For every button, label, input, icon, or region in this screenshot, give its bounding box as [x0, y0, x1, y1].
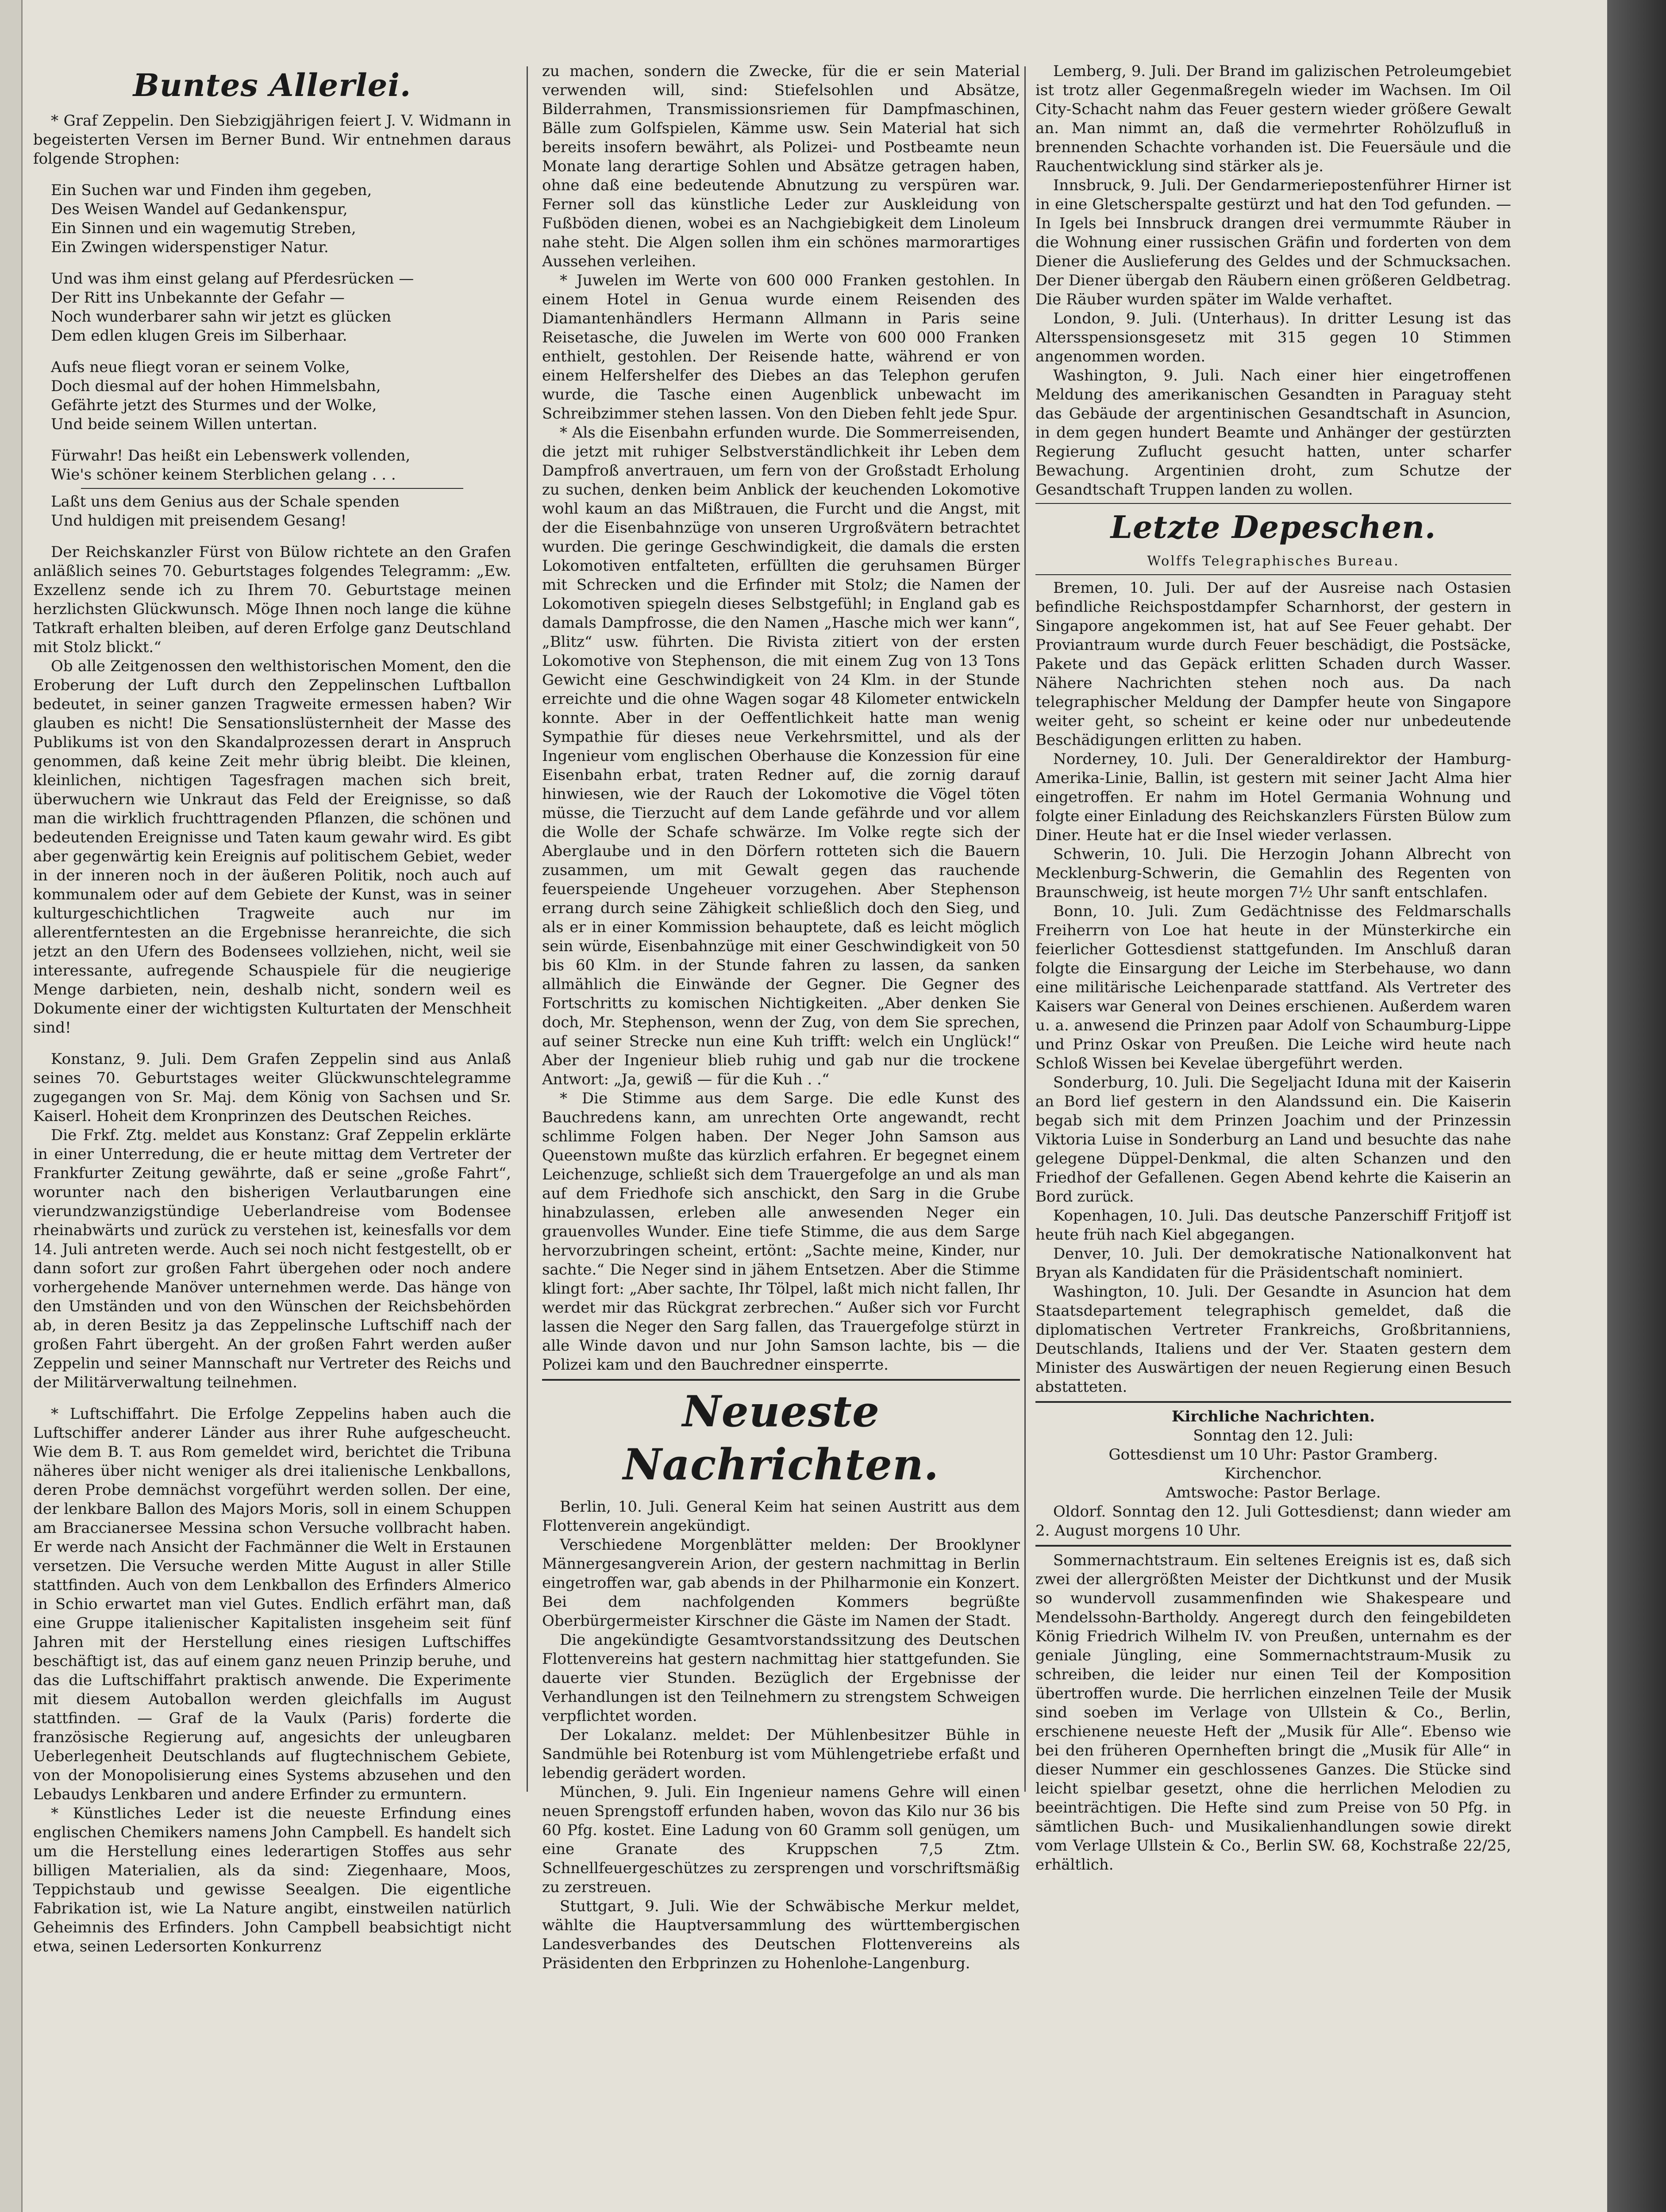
- section-heading-letzte-depeschen: Letzte Depeschen.: [1110, 509, 1436, 545]
- poem-line: Und was ihm einst gelang auf Pferdesrücken —: [51, 270, 414, 288]
- section-heading-buntes-allerlei: Buntes Allerlei.: [133, 67, 412, 104]
- news-london: London, 9. Juli. (Unterhaus). In dritter Lesung ist das Altersspensionsgesetz mit 315 gegen 10 Stimmen angenommen worden.: [1035, 310, 1511, 365]
- article-zeitgenossen: Ob alle Zeitgenossen den welthistorischen Moment, den die Eroberung der Luft durch den Zeppelinschen Luftballon bedeutet, in seiner ganzen Tragweite ermessen haben? Wir glauben es nicht! Die Sensationslüsternheit der Masse des Publikums ist von den Skandalprozessen derart in Anspruch genommen, daß keine Zeit mehr übrig bleibt. Die kleinen, kleinlichen, nichtigen Tagesfragen machen sich breit, überwuchern wie Unkraut das Feld der Ereignisse, so daß man die wirklich fruchttragenden Pflanzen, die schönen und bedeutenden Ereignisse und Taten kaum gewahr wird. Es gibt aber gegenwärtig kein Ereignis auf politischem Gebiet, weder in der inneren noch in der äußeren Politik, noch auch auf kommunalem oder auf dem Gebiete der Kunst, was in seiner kulturgeschichtlichen Tragweite auch nur im allerentferntesten an die Ergebnisse heranreichte, die sich jetzt an den Ufern des Bodensees vollziehen, nicht, weil sie interessante, aufregende Schauspiele für die neugierige Menge darbieten, nein, deshalb nicht, sondern weil es Dokumente einer der wichtigsten Kulturtaten der Menschheit sind!: [33, 657, 511, 1037]
- news-flottenverein: Die angekündigte Gesamtvorstandssitzung des Deutschen Flottenvereins hat gestern nachmittag hier stattgefunden. Sie dauerte vier Stunden. Bezüglich der Ergebnisse der Verhandlungen ist den Teilnehmern zu strengstem Schweigen verpflichtet worden.: [542, 1631, 1020, 1725]
- poem-line: Fürwahr! Das heißt ein Lebenswerk vollenden,: [51, 447, 411, 465]
- dispatch-norderney: Norderney, 10. Juli. Der Generaldirektor der Hamburg-Amerika-Linie, Ballin, ist gestern mit seiner Jacht Alma hier eingetroffen. Er nahm im Hotel Germania Wohnung und folgte einer Einladung des Reichskanzlers Fürsten Bülow zum Diner. Heute hat er die Insel wieder verlassen.: [1035, 750, 1511, 844]
- article-frkf-ztg: Die Frkf. Ztg. meldet aus Konstanz: Graf Zeppelin erklärte in einer Unterredung, die er heute mittag dem Vertreter der Frankfurter Zeitung gewährte, daß er seine „große Fahrt“, worunter nach den bisherigen Verlautbarungen eine vierundzwanzigstündige Ueberlandreise vom Bodensee rheinabwärts und zurück zu verstehen ist, keinesfalls vor dem 14. Juli antreten werde. Auch sei noch nicht festgestellt, ob er dann sofort zur großen Fahrt übergehen oder noch andere vorhergehende Manöver unternehmen werde. Das hänge von den Umständen und von den Wünschen der Reichsbehörden ab, in deren Besitz ja das Zeppelinsche Luftschiff nach der großen Fahrt übergeht. An der großen Fahrt werden außer Zeppelin und seiner Mannschaft nur Vertreter des Reichs und der Militärverwaltung teilnehmen.: [33, 1126, 511, 1391]
- column-2: [542, 62, 1020, 2212]
- article-eisenbahn: * Als die Eisenbahn erfunden wurde. Die Sommerreisenden, die jetzt mit ruhiger Selbstverständlichkeit ihr Leben dem Dampfroß anvertrauen, um fern von der Großstadt Erholung zu suchen, denken beim Anblick der keuchenden Lokomotive wohl kaum an das Mißtrauen, die Furcht und die Angst, mit der die Eisenbahnzüge von unseren Urgroßvätern betrachtet wurden. Die geringe Geschwindigkeit, die damals die ersten Lokomotiven entfalteten, erfüllten die geruhsamen Bürger mit Schrecken und die Erfinder mit Stolz; die Namen der Lokomotiven spiegeln dieses Selbstgefühl; in England gab es damals Dampfrosse, die den Namen „Hasche mich wer kann“, „Blitz“ usw. führten. Die Rivista zitiert von der ersten Lokomotive von Stephenson, die mit einem Zug von 13 Tons Gewicht eine Geschwindigkeit von 24 Klm. in der Stunde erreichte und die ohne Wagen sogar 48 Kilometer entwickeln konnte. Aber in der Oeffentlichkeit hatte man wenig Sympathie für dieses neue Verkehrsmittel, und als der Ingenieur vom englischen Oberhause die Konzession für eine Eisenbahn erbat, traten Redner auf, die zornig darauf hinwiesen, wie der Rauch der Lokomotive die Vögel töten müsse, die Tierzucht auf dem Lande gefährde und vor allem die Wolle der Schafe schwärze. Im Volke regte sich der Aberglaube und in den Dörfern rotteten sich die Bauern zusammen, um mit Gewalt gegen das rauchende feuerspeiende Ungeheuer vorzugehen. Aber Stephenson errang durch seine Zähigkeit schließlich doch den Sieg, und als er in einer Kommission behauptete, daß es leicht möglich sein würde, Eisenbahnzüge mit einer Geschwindigkeit von 50 bis 60 Klm. in der Stunde fahren zu lassen, da sanken allmählich die Einwände der Gegner. Die Gegner des Fortschritts zu komischen Nichtigkeiten. „Aber denken Sie doch, Mr. Stephenson, wenn der Zug, von dem Sie sprechen, auf seiner Strecke nun eine Kuh trifft: welch ein Unglück!“ Aber der Ingenieur blieb ruhig und gab nur die trockene Antwort: „Ja, gewiß — für die Kuh . .“: [542, 424, 1020, 1088]
- poem-line: Ein Zwingen widerspenstiger Natur.: [51, 238, 329, 256]
- poem-line: Dem edlen klugen Greis im Silberhaar.: [51, 327, 347, 345]
- column-1: [33, 62, 511, 2212]
- dispatch-kopenhagen: Kopenhagen, 10. Juli. Das deutsche Panzerschiff Fritjoff ist heute früh nach Kiel abgegangen.: [1035, 1207, 1511, 1244]
- poem-line: Und huldigen mit preisendem Gesang!: [51, 512, 347, 530]
- binding-spine: [0, 0, 23, 2212]
- news-innsbruck: Innsbruck, 9. Juli. Der Gendarmeriepostenführer Hirner ist in eine Gletscherspalte gestürzt und hat den Tod gefunden. — In Igels bei Innsbruck drangen drei vermummte Räuber in die Wohnung einer russischen Gräfin und forderten von dem Diener die Auslieferung des Geldes und der Schmucksachen. Der Diener übergab den Räubern einen größeren Geldbetrag. Die Räuber wurden später im Walde verhaftet.: [1035, 177, 1511, 308]
- poem-line: Gefährte jetzt des Sturmes und der Wolke,: [51, 396, 377, 414]
- church-news-duty-week: Amtswoche: Pastor Berlage.: [1166, 1484, 1381, 1502]
- poem-line: Noch wunderbarer sahn wir jetzt es glücken: [51, 308, 392, 326]
- article-zeppelin-intro: * Graf Zeppelin. Den Siebzigjährigen feiert J. V. Widmann in begeisterten Versen im Berner Bund. Wir entnehmen daraus folgende Strophen:: [33, 112, 511, 168]
- article-leder-continued: zu machen, sondern die Zwecke, für die er sein Material verwenden will, sind: Stiefelsohlen und Absätze, Bilderrahmen, Transmissionsriemen für Dampfmaschinen, Bälle zum Golfspielen, Kämme usw. Sein Material hat sich bereits insofern bewährt, als Polizei- und Postbeamte neun Monate lang derartige Sohlen und Absätze getragen haben, ohne daß eine bedeutende Abnutzung zu verspüren war. Ferner soll das künstliche Leder zur Auskleidung von Fußböden dienen, wobei es an Nachgiebigkeit dem Linoleum nahe steht. Die Algen sollen ihm ein schönes marmorartiges Aussehen verleihen.: [542, 62, 1020, 270]
- news-stuttgart: Stuttgart, 9. Juli. Wie der Schwäbische Merkur meldet, wählte die Hauptversammlung des württembergischen Landesverbandes des Deutschen Flottenvereins als Präsidenten den Erbprinzen zu Hohenlohe-Langenburg.: [542, 1897, 1020, 1972]
- poem-line: Ein Suchen war und Finden ihm gegeben,: [51, 181, 372, 199]
- page-edge-shadow: [1607, 0, 1666, 2212]
- news-washington-1: Washington, 9. Juli. Nach einer hier eingetroffenen Meldung des amerikanischen Gesandten in Paraguay steht das Gebäude der argentinischen Gesandtschaft in Asuncion, in dem gegen hundert Beamte und Anhänger der gestürzten Regierung Zuflucht gesucht hatten, unter scharfer Bewachung. Argentinien droht, zum Schutze der Gesandtschaft Truppen landen zu wollen.: [1035, 367, 1511, 499]
- news-berlin: Berlin, 10. Juli. General Keim hat seinen Austritt aus dem Flottenverein angekündigt.: [542, 1498, 1020, 1535]
- news-muenchen: München, 9. Juli. Ein Ingenieur namens Gehre will einen neuen Sprengstoff erfunden haben, wovon das Kilo nur 36 bis 60 Pfg. kostet. Eine Ladung von 60 Gramm soll genügen, um eine Granate des Kruppschen 7,5 Ztm. Schnellfeuergeschützes zu zersprengen und vorschriftsmäßig zu zerstreuen.: [542, 1783, 1020, 1896]
- dispatch-bremen: Bremen, 10. Juli. Der auf der Ausreise nach Ostasien befindliche Reichspostdampfer Scharnhorst, der gestern in Singapore angekommen ist, hat auf See Feuer gehabt. Der Proviantraum wurde durch Feuer beschädigt, die Postsäcke, Pakete und das Gepäck erlitten Schaden durch Wasser. Nähere Nachrichten stehen noch aus. Da nach telegraphischer Meldung der Dampfer heute von Singapore weiter geht, so scheint er keine oder nur unbedeutende Beschädigungen erlitten zu haben.: [1035, 579, 1511, 749]
- dispatch-denver: Denver, 10. Juli. Der demokratische Nationalkonvent hat Bryan als Kandidaten für die Präsidentschaft nominiert.: [1035, 1245, 1511, 1282]
- church-news-oldorf: Oldorf. Sonntag den 12. Juli Gottesdienst; dann wieder am 2. August morgens 10 Uhr.: [1035, 1503, 1511, 1540]
- poem-line: Des Weisen Wandel auf Gedankenspur,: [51, 200, 348, 218]
- poem-line: Laßt uns dem Genius aus der Schale spenden: [51, 493, 400, 511]
- poem: [33, 181, 511, 530]
- article-kuenstliches-leder: * Künstliches Leder ist die neueste Erfindung eines englischen Chemikers namens John Campbell. Es handelt sich um die Herstellung eines lederartigen Stoffes aus sehr billigen Materialien, als da sind: Ziegenhaare, Moos, Teppichstaub und gewisse Seealgen. Die eigentliche Fabrikation ist, wie La Nature angibt, einstweilen natürlich Geheimnis des Erfinders. John Campbell beabsichtigt nicht etwa, seinen Ledersorten Konkurrenz: [33, 1805, 511, 1955]
- church-news-service: Gottesdienst um 10 Uhr: Pastor Gramberg.: [1108, 1446, 1438, 1463]
- poem-line: Aufs neue fliegt voran er seinem Volke,: [51, 358, 350, 376]
- poem-line: Wie's schöner keinem Sterblichen gelang . . .: [51, 466, 396, 484]
- news-brooklyn: Verschiedene Morgenblätter melden: Der Brooklyner Männergesangverein Arion, der gestern nachmittag in Berlin eingetroffen war, gab abends in der Philharmonie ein Konzert. Bei dem nachfolgenden Kommers begrüßte Oberbürgermeister Kirschner die Gäste im Namen der Stadt.: [542, 1536, 1020, 1630]
- church-news-date: Sonntag den 12. Juli:: [1193, 1427, 1354, 1444]
- dispatch-sonderburg: Sonderburg, 10. Juli. Die Segeljacht Iduna mit der Kaiserin an Bord lief gestern in den Alandssund ein. Die Kaiserin begab sich mit dem Prinzen Joachim und der Prinzessin Viktoria Luise in Sonderburg an Land und besuchte das nahe gelegene Düppel-Denkmal, die alten Schanzen und den Friedhof der Gefallenen. Gegen Abend kehrte die Kaiserin an Bord zurück.: [1035, 1074, 1511, 1206]
- column-rule: [527, 66, 528, 1792]
- news-lemberg: Lemberg, 9. Juli. Der Brand im galizischen Petroleumgebiet ist trotz aller Gegenmaßregeln wieder im Wachsen. Im Oil City-Schacht nahm das Feuer gestern wieder größere Gewalt an. Man nimmt an, daß die vermehrter Rohölzufluß in brennenden Schachte vorhanden ist. Die Feuersäule und die Rauchentwicklung sind stärker als je.: [1035, 62, 1511, 175]
- section-subheading: Wolffs Telegraphisches Bureau.: [1147, 553, 1400, 569]
- poem-line: Ein Sinnen und ein wagemutig Streben,: [51, 219, 356, 237]
- article-konstanz: Konstanz, 9. Juli. Dem Grafen Zeppelin sind aus Anlaß seines 70. Geburtstages weiter Glückwunschtelegramme zugegangen von Sr. Maj. dem König von Sachsen und Sr. Kaiserl. Hoheit dem Kronprinzen des Deutschen Reiches.: [33, 1050, 511, 1125]
- column-3: [1035, 62, 1511, 2212]
- column-rule: [1024, 66, 1026, 1792]
- section-heading-neueste-nachrichten: Neueste Nachrichten.: [623, 1386, 939, 1490]
- dispatch-washington-2: Washington, 10. Juli. Der Gesandte in Asuncion hat dem Staatsdepartement telegraphisch gemeldet, daß die diplomatischen Vertreter Frankreichs, Großbritanniens, Deutschlands, Italiens und der Ver. Staaten gestern dem Minister des Auswärtigen der neuen Regierung einen Besuch abstatteten.: [1035, 1283, 1511, 1396]
- article-stimme-aus-dem-sarge: * Die Stimme aus dem Sarge. Die edle Kunst des Bauchredens kann, am unrechten Orte angewandt, recht schlimme Folgen haben. Der Neger John Samson aus Queenstown mußte das kürzlich erfahren. Er begegnet einem Leichenzuge, schließt sich dem Trauergefolge an und als man auf dem Friedhofe sich anschickt, den Sarg in die Grube hinabzulassen, erleben alle anwesenden Neger ein grauenvolles Wunder. Eine tiefe Stimme, die aus dem Sarge hervorzubringen scheint, ertönt: „Sachte meine, Kinder, nur sachte.“ Die Neger sind in jähem Entsetzen. Aber die Stimme klingt fort: „Aber sachte, Ihr Tölpel, laßt mich nicht fallen, Ihr werdet mir das Rückgrat zerbrechen.“ Außer sich vor Furcht lassen die Neger den Sarg fallen, das Trauergefolge stürzt in alle Winde davon und nur John Samson lachte, bis — die Polizei kam und den Bauchredner einsperrte.: [542, 1090, 1020, 1374]
- church-news-choir: Kirchenchor.: [1224, 1465, 1322, 1482]
- dispatch-bonn: Bonn, 10. Juli. Zum Gedächtnisse des Feldmarschalls Freiherrn von Loe hat heute in der Münsterkirche ein feierlicher Gottesdienst stattgefunden. Im Anschluß daran folgte die Einsargung der Leiche im Sterbehause, wo dann eine militärische Leichenparade stattfand. Als Vertreter des Kaisers war General von Deines erschienen. Außerdem waren u. a. anwesend die Prinzen paar Adolf von Schaumburg-Lippe und Prinz Oskar von Preußen. Die Leiche wird heute nach Schloß Wissen bei Kevelae übergeführt werden.: [1035, 902, 1511, 1072]
- article-sommernachtstraum: Sommernachtstraum. Ein seltenes Ereignis ist es, daß sich zwei der allergrößten Meister der Dichtkunst und der Musik so wundervoll zusammenfinden wie Shakespeare und Mendelssohn-Bartholdy. Angeregt durch den feingebildeten König Friedrich Wilhelm IV. von Preußen, unternahm es der geniale Jüngling, eine Sommernachtstraum-Musik zu schreiben, die leider nur einen Teil der Komposition übertroffen wurde. Die herrlichen einzelnen Teile der Musik sind soeben im Verlage von Ullstein & Co., Berlin, erschienene neueste Heft der „Musik für Alle“. Ebenso wie bei den früheren Opernheften bringt die „Musik für Alle“ in dieser Nummer ein geschlossenes Ganzes. Die Stücke sind leicht spielbar gesetzt, ohne die herrlichen Melodien zu beeinträchtigen. Die Hefte sind zum Preise von 50 Pfg. in sämtlichen Buch- und Musikalienhandlungen sowie direkt vom Verlage Ullstein & Co., Berlin SW. 68, Kochstraße 22/25, erhältlich.: [1035, 1551, 1511, 1874]
- article-luftschiffahrt: * Luftschiffahrt. Die Erfolge Zeppelins haben auch die Luftschiffer anderer Länder aus ihrer Ruhe aufgescheucht. Wie dem B. T. aus Rom gemeldet wird, berichtet die Tribuna näheres über nicht weniger als drei italienische Lenkballons, deren Probe demnächst vorgeführt werden sollen. Der eine, der lenkbare Ballon des Majors Moris, soll in einem Schuppen am Braccianersee Messina schon Versuche vollbracht haben. Er werde nach Ansicht der Fachmänner die Welt in Erstaunen versetzen. Die Versuche werden Mitte August in aller Stille stattfinden. Auch von dem Lenkballon des Erfinders Almerico in Schio erwartet man viel Gutes. Endlich erfährt man, daß eine Gruppe italienischer Kapitalisten insgeheim seit fünf Jahren mit der Herstellung eines riesigen Luftschiffes beschäftigt ist, das auf einem ganz neuen Prinzip beruhe, und das die Luftschiffahrt praktisch anwende. Die Experimente mit diesem Autoballon werden gleichfalls im August stattfinden. — Graf de la Vaulx (Paris) forderte die französische Regierung auf, angesichts der unleugbaren Ueberlegenheit Deutschlands auf flugtechnischem Gebiete, von der Monopolisierung eines Systems abzusehen und den Lebaudys Lenkbaren und andere Erfinder zu ermuntern.: [33, 1405, 511, 1803]
- article-juwelen: * Juwelen im Werte von 600 000 Franken gestohlen. In einem Hotel in Genua wurde einem Reisenden des Diamantenhändlers Hermann Allmann in Paris seine Reisetasche, die Juwelen im Werte von 600 000 Franken enthielt, gestohlen. Der Reisende hatte, während er von einem Helfershelfer des Diebes an das Telephon gerufen wurde, die Tasche einen Augenblick unbewacht im Schreibzimmer stehen lassen. Von den Dieben fehlt jede Spur.: [542, 272, 1020, 422]
- news-lokalanzeiger: Der Lokalanz. meldet: Der Mühlenbesitzer Bühle in Sandmühle bei Rotenburg ist vom Mühlengetriebe erfaßt und lebendig gerädert worden.: [542, 1726, 1020, 1782]
- poem-line: Der Ritt ins Unbekannte der Gefahr —: [51, 289, 345, 307]
- poem-line: Doch diesmal auf der hohen Himmelsbahn,: [51, 377, 381, 395]
- dispatch-schwerin: Schwerin, 10. Juli. Die Herzogin Johann Albrecht von Mecklenburg-Schwerin, die Gemahlin des Regenten von Braunschweig, ist heute morgen 7½ Uhr sanft entschlafen.: [1035, 845, 1511, 901]
- church-news-heading: Kirchliche Nachrichten.: [1171, 1408, 1375, 1425]
- poem-line: Und beide seinem Willen untertan.: [51, 415, 318, 433]
- article-buelow-telegram: Der Reichskanzler Fürst von Bülow richtete an den Grafen anläßlich seines 70. Geburtstages folgendes Telegramm: „Ew. Exzellenz sende ich zu Ihrem 70. Geburtstage meinen herzlichsten Glückwunsch. Möge Ihnen noch lange die kühne Tatkraft erhalten bleiben, auf deren Erfolge ganz Deutschland mit Stolz blickt.“: [33, 543, 511, 656]
